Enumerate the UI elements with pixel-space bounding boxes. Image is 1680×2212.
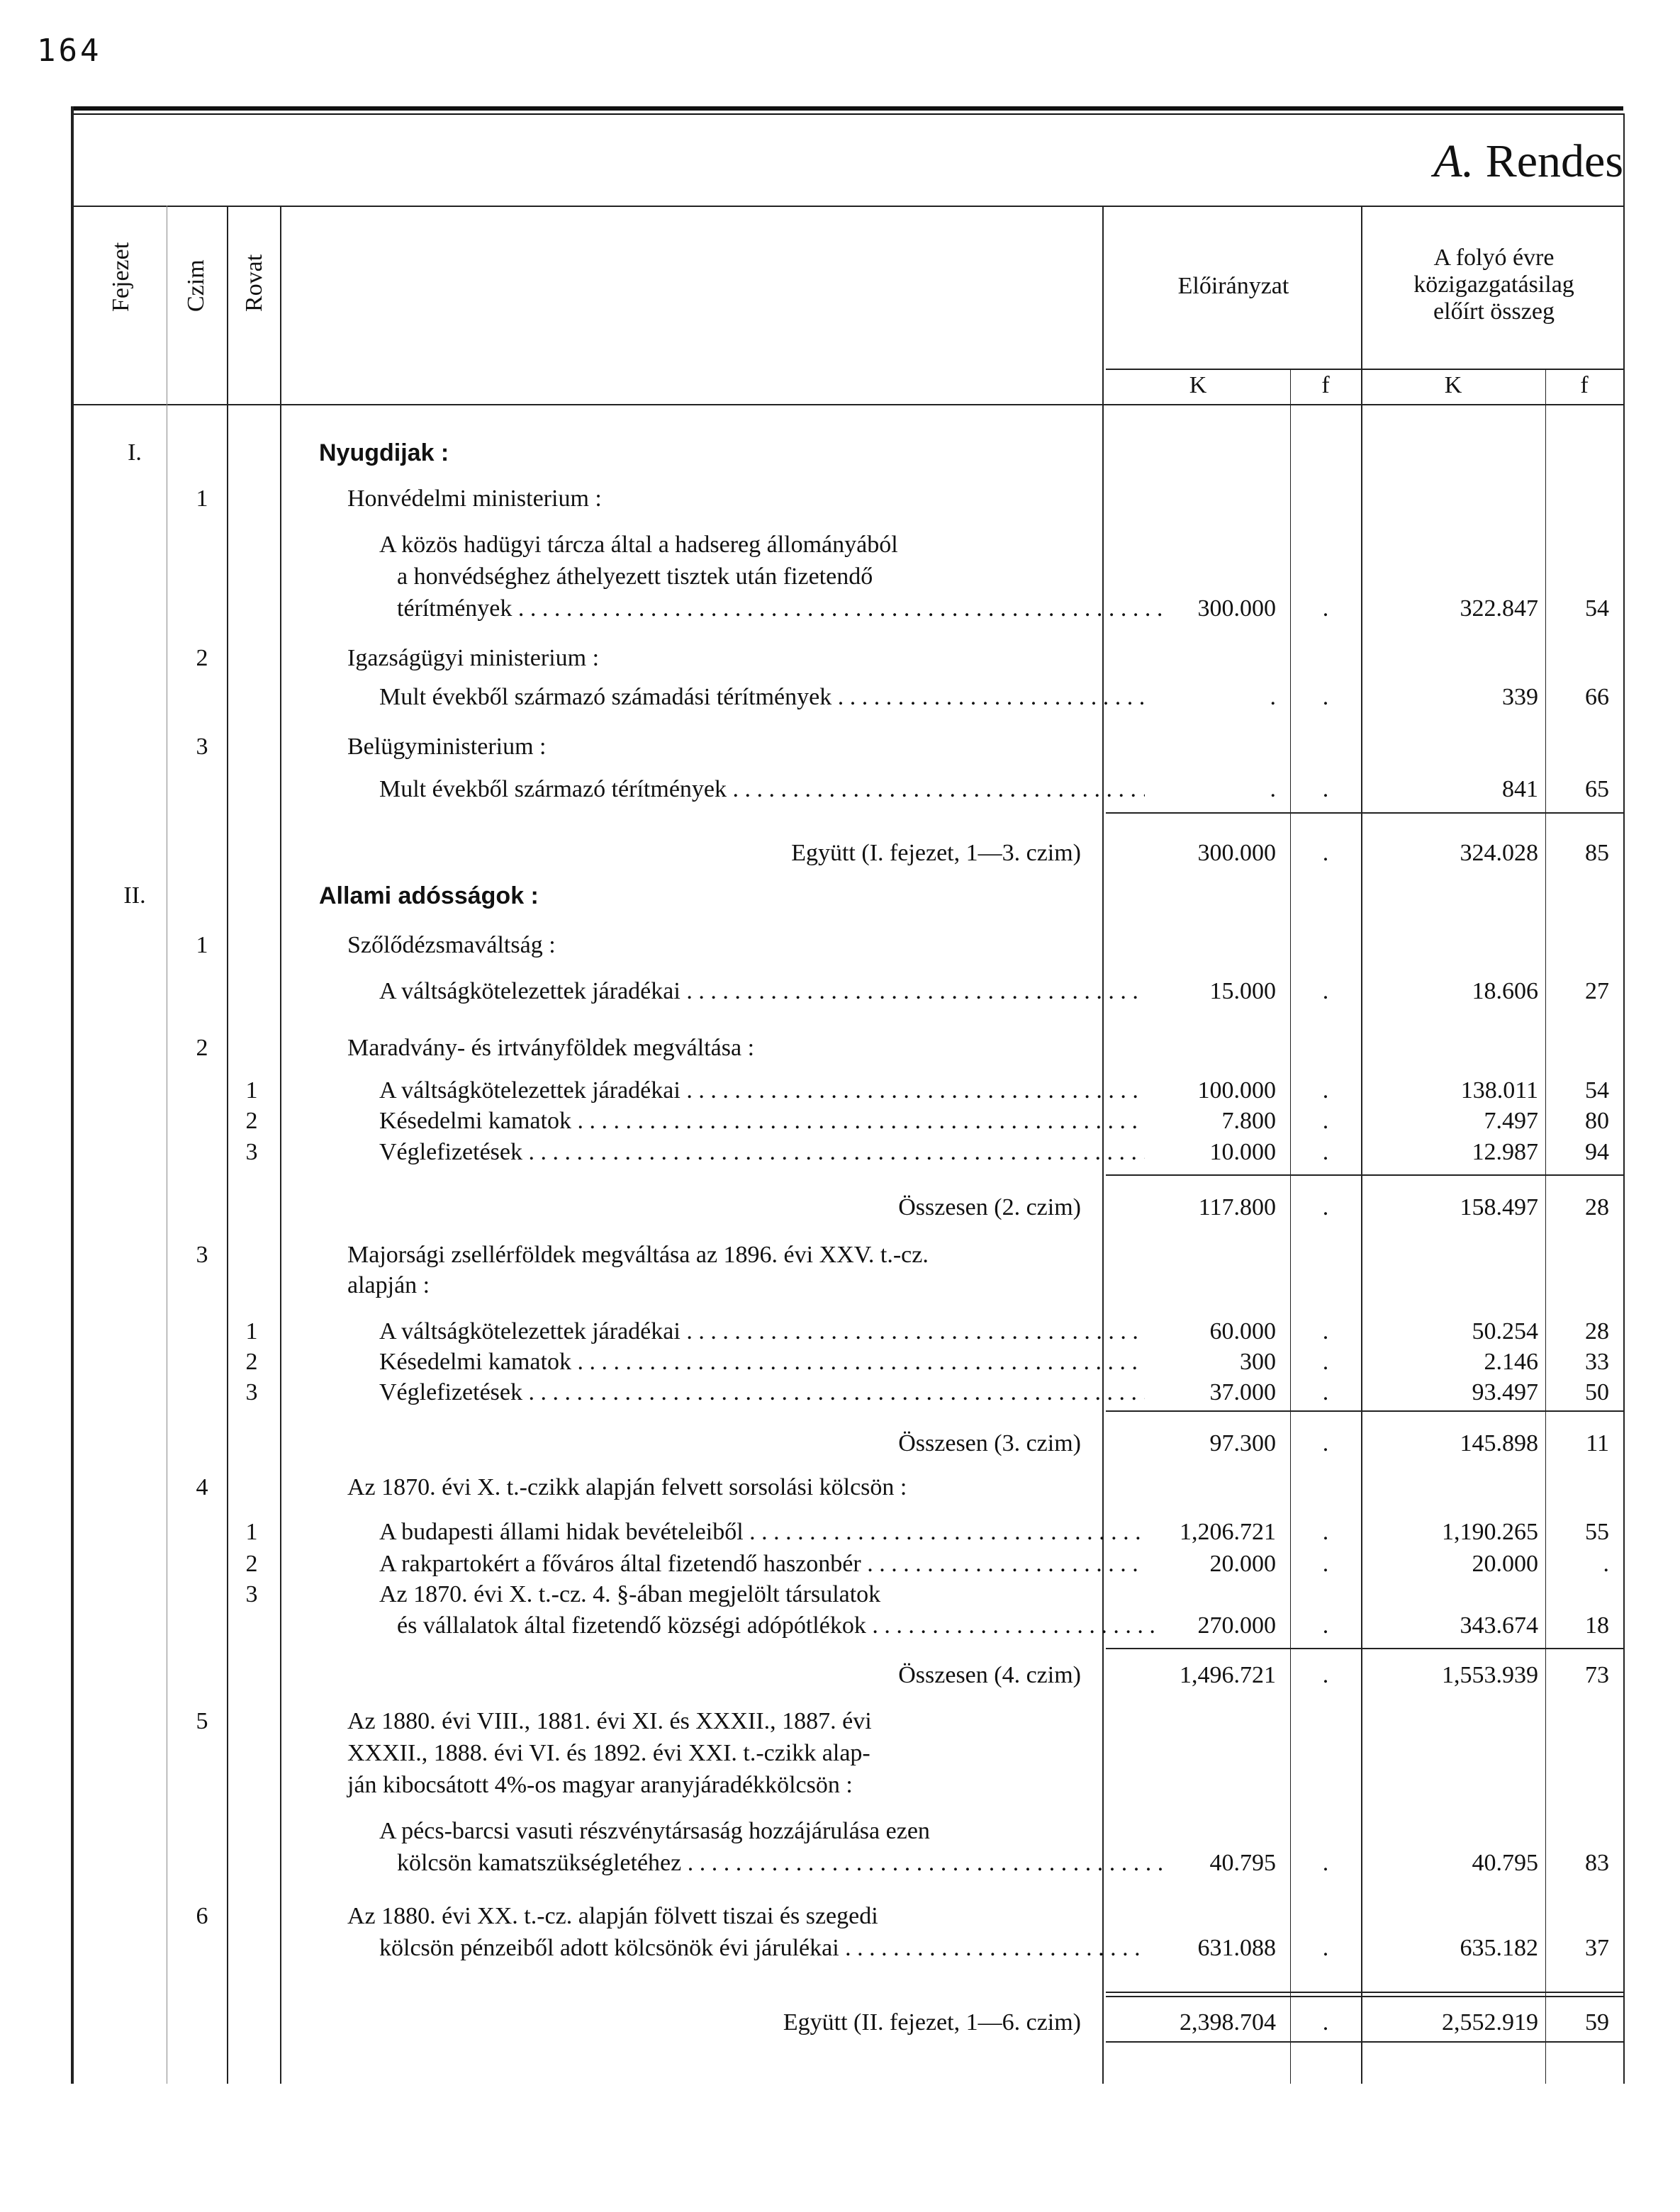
eloiranyzat-f-cell: . — [1322, 978, 1329, 1004]
eloiranyzat-k-cell: 300.000 — [1197, 840, 1276, 866]
description-cell: és vállalatok által fizetendő községi adópótlékok . . . — [319, 1612, 1163, 1639]
description-cell: ján kibocsátott 4%-os magyar aranyjáradékkölcsön : — [347, 1772, 853, 1798]
eloiranyzat-f-cell: . — [1322, 1077, 1329, 1104]
table-row — [0, 1272, 1680, 1303]
description-cell: Nyugdijak : — [319, 439, 449, 466]
czim-cell: 3 — [196, 734, 208, 760]
rovat-cell: 2 — [245, 1551, 258, 1577]
description-cell: A váltságkötelezettek járadékai . . . — [319, 1318, 1145, 1345]
eloiranyzat-k-cell: 97.300 — [1209, 1430, 1276, 1456]
description-cell: A pécs-barcsi vasuti részvénytársaság hozzájárulása ezen — [379, 1818, 930, 1844]
description-cell: A közös hadügyi tárcza által a hadsereg állományából — [379, 532, 898, 558]
description-cell: Együtt (I. fejezet, 1—3. czim) — [791, 840, 1081, 866]
eloirt-k-cell: 7.497 — [1484, 1108, 1538, 1134]
table-row — [0, 1035, 1680, 1066]
description-cell: Majorsági zsellérföldek megváltása az 1896. évi XXV. t.-cz. — [347, 1242, 929, 1268]
total-rule-top — [1106, 1992, 1623, 1993]
section-name: Rendes — [1485, 135, 1623, 187]
table-row — [0, 840, 1680, 871]
description-cell: Honvédelmi ministerium : — [347, 485, 602, 512]
eloirt-f-cell: 18 — [1585, 1612, 1609, 1639]
eloirt-k-cell: 324.028 — [1460, 840, 1538, 866]
eloirt-f-cell: 85 — [1585, 840, 1609, 866]
eloiranyzat-f-cell: . — [1322, 1612, 1329, 1639]
eloiranyzat-f-cell: . — [1322, 1318, 1329, 1344]
table-row — [0, 439, 1680, 471]
description-cell: Mult évekből származó térítmények . . . — [319, 776, 1145, 803]
table-row — [0, 563, 1680, 595]
header-folyo — [1365, 245, 1623, 325]
description-cell: térítmények . . . — [319, 595, 1163, 622]
eloirt-f-cell: 73 — [1585, 1662, 1609, 1688]
header-folyo-line2: közigazgatásilag — [1413, 271, 1574, 298]
description-cell: Összesen (4. czim) — [898, 1662, 1081, 1688]
description-cell: Allami adósságok : — [319, 882, 539, 909]
table-row — [0, 1430, 1680, 1461]
table-row — [0, 1551, 1680, 1582]
fejezet-cell: II. — [123, 882, 146, 909]
eloiranyzat-k-cell: 270.000 — [1197, 1612, 1276, 1639]
table-row — [0, 1474, 1680, 1505]
eloirt-k-cell: 138.011 — [1460, 1077, 1538, 1104]
eloiranyzat-f-cell: . — [1322, 1551, 1329, 1577]
eloirt-k-cell: 635.182 — [1460, 1935, 1538, 1961]
header-bottom-rule — [71, 404, 1623, 405]
table-row — [0, 1708, 1680, 1739]
eloirt-f-cell: 54 — [1585, 595, 1609, 622]
table-row — [0, 1349, 1680, 1380]
subtotal-rule-2 — [1106, 1174, 1623, 1176]
eloirt-f-cell: 65 — [1585, 776, 1609, 802]
eloiranyzat-f-cell: . — [1322, 776, 1329, 802]
table-row — [0, 978, 1680, 1009]
eloiranyzat-k-cell: 40.795 — [1209, 1850, 1276, 1876]
table-row — [0, 532, 1680, 563]
rovat-cell: 1 — [245, 1077, 258, 1104]
eloiranyzat-f-cell: . — [1322, 1139, 1329, 1165]
eloiranyzat-f-cell: . — [1322, 2009, 1329, 2036]
eloirt-f-cell: 66 — [1585, 684, 1609, 710]
description-cell: Belügyministerium : — [347, 734, 547, 760]
eloirt-k-cell: 2,552.919 — [1442, 2009, 1538, 2036]
header-eloiranyzat: Előirányzat — [1177, 273, 1289, 299]
eloirt-f-cell: 80 — [1585, 1108, 1609, 1134]
eloiranyzat-f-cell: . — [1322, 1850, 1329, 1876]
eloiranyzat-k-cell: 7.800 — [1221, 1108, 1276, 1134]
eloirt-k-cell: 158.497 — [1460, 1194, 1538, 1220]
czim-cell: 1 — [196, 485, 208, 512]
table-row — [0, 1194, 1680, 1225]
table-row — [0, 595, 1680, 627]
table-row — [0, 1139, 1680, 1170]
header-folyo-line3: előírt összeg — [1433, 298, 1555, 325]
eloirt-k-cell: 1,553.939 — [1442, 1662, 1538, 1688]
section-title — [1433, 135, 1623, 189]
eloiranyzat-k-cell: 100.000 — [1197, 1077, 1276, 1104]
header-f2: f — [1580, 372, 1589, 398]
czim-cell: 3 — [196, 1242, 208, 1268]
description-cell: Összesen (2. czim) — [898, 1194, 1081, 1220]
description-cell: Összesen (3. czim) — [898, 1430, 1081, 1456]
header-folyo-line1: A folyó évre — [1433, 245, 1555, 271]
header-czim: Czim — [183, 259, 209, 312]
table-row — [0, 882, 1680, 914]
eloiranyzat-f-cell: . — [1322, 684, 1329, 710]
table-row — [0, 1612, 1680, 1644]
eloiranyzat-k-cell: 117.800 — [1198, 1194, 1276, 1220]
eloiranyzat-k-cell: 2,398.704 — [1180, 2009, 1276, 2036]
eloirt-f-cell: 28 — [1585, 1194, 1609, 1220]
rovat-cell: 1 — [245, 1318, 258, 1344]
eloiranyzat-k-cell: 37.000 — [1209, 1379, 1276, 1405]
eloiranyzat-k-cell: 60.000 — [1209, 1318, 1276, 1344]
header-rovat: Rovat — [241, 254, 267, 312]
eloirt-k-cell: 339 — [1502, 684, 1538, 710]
eloirt-k-cell: 145.898 — [1460, 1430, 1538, 1456]
eloiranyzat-k-cell: 631.088 — [1197, 1935, 1276, 1961]
eloiranyzat-k-cell: 300 — [1240, 1349, 1276, 1375]
description-cell: Az 1870. évi X. t.-czikk alapján felvett sorsolási kölcsön : — [347, 1474, 907, 1500]
top-rule — [71, 106, 1623, 111]
description-cell: A váltságkötelezettek járadékai . . . — [319, 1077, 1145, 1104]
description-cell: Az 1870. évi X. t.-cz. 4. §-ában megjelölt társulatok — [379, 1581, 881, 1607]
description-cell: A rakpartokért a főváros által fizetendő haszonbér . . . — [319, 1551, 1145, 1578]
eloiranyzat-f-cell: . — [1322, 1935, 1329, 1961]
rovat-cell: 2 — [245, 1349, 258, 1375]
eloiranyzat-k-cell: 15.000 — [1209, 978, 1276, 1004]
eloirt-f-cell: 59 — [1585, 2009, 1609, 2036]
table-top-rule — [71, 206, 1623, 207]
eloiranyzat-f-cell: . — [1322, 1662, 1329, 1688]
eloirt-f-cell: 33 — [1585, 1349, 1609, 1375]
eloiranyzat-f-cell: . — [1322, 1519, 1329, 1545]
eloirt-f-cell: 55 — [1585, 1519, 1609, 1545]
eloirt-k-cell: 2.146 — [1484, 1349, 1538, 1375]
table-row — [0, 932, 1680, 963]
eloirt-k-cell: 343.674 — [1460, 1612, 1538, 1639]
table-row — [0, 1740, 1680, 1771]
eloirt-k-cell: 12.987 — [1472, 1139, 1538, 1165]
page-number: 164 — [37, 33, 102, 69]
rovat-cell: 2 — [245, 1108, 258, 1134]
eloiranyzat-k-cell: 1,206.721 — [1180, 1519, 1276, 1545]
czim-cell: 5 — [196, 1708, 208, 1734]
table-row — [0, 1379, 1680, 1410]
table-row — [0, 1818, 1680, 1849]
description-cell: Késedelmi kamatok . . . — [319, 1349, 1145, 1376]
description-cell: alapján : — [347, 1272, 430, 1298]
header-f1: f — [1321, 372, 1330, 398]
fejezet-cell: I. — [128, 439, 142, 466]
table-row — [0, 1772, 1680, 1803]
table-row — [0, 1318, 1680, 1349]
table-row — [0, 485, 1680, 517]
description-cell: Véglefizetések . . . — [319, 1379, 1145, 1406]
table-row — [0, 734, 1680, 765]
table-row — [0, 1662, 1680, 1693]
table-row — [0, 1242, 1680, 1273]
subtotal-rule-4 — [1106, 1648, 1623, 1649]
table-row — [0, 1850, 1680, 1881]
czim-cell: 1 — [196, 932, 208, 958]
eloirt-k-cell: 50.254 — [1472, 1318, 1538, 1344]
czim-cell: 2 — [196, 1035, 208, 1061]
table-row — [0, 2009, 1680, 2040]
table-row — [0, 1108, 1680, 1139]
top-rule-thin — [71, 113, 1623, 115]
rovat-cell: 3 — [245, 1581, 258, 1607]
eloiranyzat-k-cell: . — [1270, 684, 1276, 710]
eloirt-f-cell: 11 — [1586, 1430, 1609, 1456]
table-row — [0, 1581, 1680, 1612]
eloiranyzat-k-cell: 300.000 — [1197, 595, 1276, 622]
description-cell: Igazságügyi ministerium : — [347, 645, 600, 671]
eloirt-f-cell: 37 — [1585, 1935, 1609, 1961]
eloirt-f-cell: 28 — [1585, 1318, 1609, 1344]
table-row — [0, 1935, 1680, 1966]
eloirt-f-cell: 83 — [1585, 1850, 1609, 1876]
eloiranyzat-f-cell: . — [1322, 1194, 1329, 1220]
total-rule-bottom — [1106, 2041, 1623, 2043]
description-cell: Együtt (II. fejezet, 1—6. czim) — [783, 2009, 1081, 2036]
eloirt-f-cell: . — [1603, 1551, 1609, 1577]
eloirt-k-cell: 322.847 — [1460, 595, 1538, 622]
eloiranyzat-f-cell: . — [1322, 1108, 1329, 1134]
eloiranyzat-f-cell: . — [1322, 840, 1329, 866]
description-cell: A váltságkötelezettek járadékai . . . — [319, 978, 1145, 1005]
description-cell: Késedelmi kamatok . . . — [319, 1108, 1145, 1135]
description-cell: A budapesti állami hidak bevételeiből . . . — [319, 1519, 1145, 1546]
description-cell: Véglefizetések . . . — [319, 1139, 1145, 1166]
description-cell: Mult évekből származó számadási térítmények . . . — [319, 684, 1145, 711]
table-row — [0, 1519, 1680, 1550]
eloiranyzat-f-cell: . — [1322, 595, 1329, 622]
rovat-cell: 3 — [245, 1139, 258, 1165]
table-row — [0, 684, 1680, 715]
subtotal-rule-1 — [1106, 812, 1623, 814]
header-k2: K — [1444, 372, 1462, 398]
eloirt-f-cell: 27 — [1585, 978, 1609, 1004]
eloirt-f-cell: 50 — [1585, 1379, 1609, 1405]
description-cell: Az 1880. évi VIII., 1881. évi XI. és XXXII., 1887. évi — [347, 1708, 872, 1734]
czim-cell: 2 — [196, 645, 208, 671]
eloiranyzat-k-cell: 1,496.721 — [1180, 1662, 1276, 1688]
header-k1: K — [1189, 372, 1207, 398]
eloirt-k-cell: 20.000 — [1472, 1551, 1538, 1577]
table-row — [0, 645, 1680, 676]
total-rule-top-double — [1106, 1996, 1623, 1997]
table-row — [0, 1077, 1680, 1108]
eloiranyzat-k-cell: 20.000 — [1209, 1551, 1276, 1577]
eloirt-k-cell: 40.795 — [1472, 1850, 1538, 1876]
eloirt-k-cell: 841 — [1502, 776, 1538, 802]
eloirt-f-cell: 54 — [1585, 1077, 1609, 1104]
eloirt-k-cell: 93.497 — [1472, 1379, 1538, 1405]
header-fejezet: Fejezet — [108, 242, 134, 312]
eloirt-f-cell: 94 — [1585, 1139, 1609, 1165]
description-cell: XXXII., 1888. évi VI. és 1892. évi XXI. t.-czikk alap- — [347, 1740, 870, 1766]
czim-cell: 6 — [196, 1903, 208, 1929]
rovat-cell: 1 — [245, 1519, 258, 1545]
description-cell: Szőlődézsmaváltság : — [347, 932, 556, 958]
eloiranyzat-k-cell: 10.000 — [1209, 1139, 1276, 1165]
description-cell: Maradvány- és irtványföldek megváltása : — [347, 1035, 755, 1061]
rovat-cell: 3 — [245, 1379, 258, 1405]
description-cell: Az 1880. évi XX. t.-cz. alapján fölvett tiszai és szegedi — [347, 1903, 878, 1929]
description-cell: a honvédséghez áthelyezett tisztek után fizetendő — [397, 563, 873, 590]
table-row — [0, 776, 1680, 807]
eloiranyzat-f-cell: . — [1322, 1430, 1329, 1456]
description-cell: kölcsön kamatszükségletéhez . . . — [319, 1850, 1163, 1877]
section-letter: A. — [1433, 135, 1474, 187]
eloirt-k-cell: 1,190.265 — [1442, 1519, 1538, 1545]
eloiranyzat-f-cell: . — [1322, 1379, 1329, 1405]
table-row — [0, 1903, 1680, 1934]
eloiranyzat-k-cell: . — [1270, 776, 1276, 802]
description-cell: kölcsön pénzeiből adott kölcsönök évi járulékai . . . — [319, 1935, 1145, 1962]
subtotal-rule-3 — [1106, 1410, 1623, 1412]
eloirt-k-cell: 18.606 — [1472, 978, 1538, 1004]
eloiranyzat-f-cell: . — [1322, 1349, 1329, 1375]
czim-cell: 4 — [196, 1474, 208, 1500]
